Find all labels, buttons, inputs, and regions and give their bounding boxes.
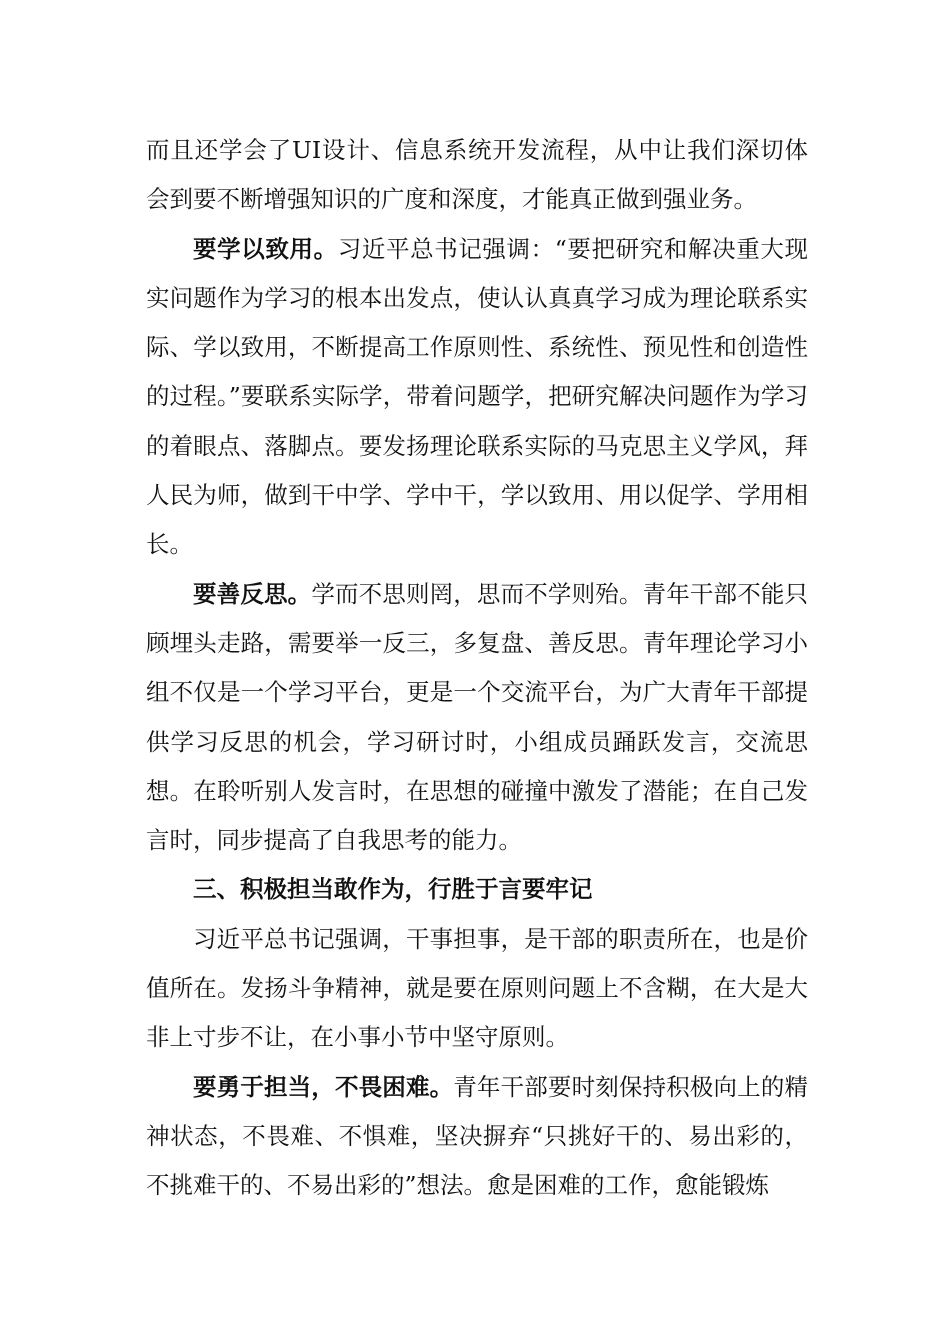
paragraph-apply-learning [146, 225, 808, 570]
paragraph-lead: 要勇于担当，不畏困难。 [193, 1072, 454, 1101]
paragraph-text: 而且还学会了UI设计、信息系统开发流程，从中让我们深切体会到要不断增强知识的广度和深度，才能真正做到强业务。 [146, 136, 808, 214]
section-heading: 三、积极担当敢作为，行胜于言要牢记 [193, 875, 593, 904]
paragraph-continuation [146, 126, 808, 225]
paragraph-text: 学而不思则罔，思而不学则殆。青年干部不能只顾埋头走路，需要举一反三，多复盘、善反思。青年理论学习小组不仅是一个学习平台，更是一个交流平台，为广大青年干部提供学习反思的机会，学习研讨时，小组成员踊跃发言，交流思想。在聆听别人发言时，在思想的碰撞中激发了潜能；在自己发言时，同步提高了自我思考的能力。 [146, 579, 809, 855]
paragraph-lead: 要学以致用。 [193, 234, 338, 263]
paragraph-courage [146, 1063, 808, 1211]
paragraph-text: 习近平总书记强调，干事担事，是干部的职责所在，也是价值所在。发扬斗争精神，就是要在原则问题上不含糊，在大是大非上寸步不让，在小事小节中坚守原则。 [146, 924, 808, 1052]
paragraph-text: 青年干部要时刻保持积极向上的精神状态，不畏难、不惧难，坚决摒弃“只挑好干的、易出彩的，不挑难干的、不易出彩的”想法。愈是困难的工作，愈能锻炼 [146, 1072, 809, 1200]
document-body [146, 126, 808, 1211]
paragraph-responsibility [146, 915, 808, 1063]
paragraph-text: 习近平总书记强调：“要把研究和解决重大现实问题作为学习的根本出发点，使认认真真学习成为理论联系实际、学以致用，不断提高工作原则性、系统性、预见性和创造性的过程。”要联系实际学，带着问题学，把研究解决问题作为学习的着眼点、落脚点。要发扬理论联系实际的马克思主义学风，拜人民为师，做到干中学、学中干，学以致用、用以促学、学用相长。 [146, 234, 809, 559]
paragraph-reflection [146, 570, 808, 866]
paragraph-lead: 要善反思。 [193, 579, 312, 608]
